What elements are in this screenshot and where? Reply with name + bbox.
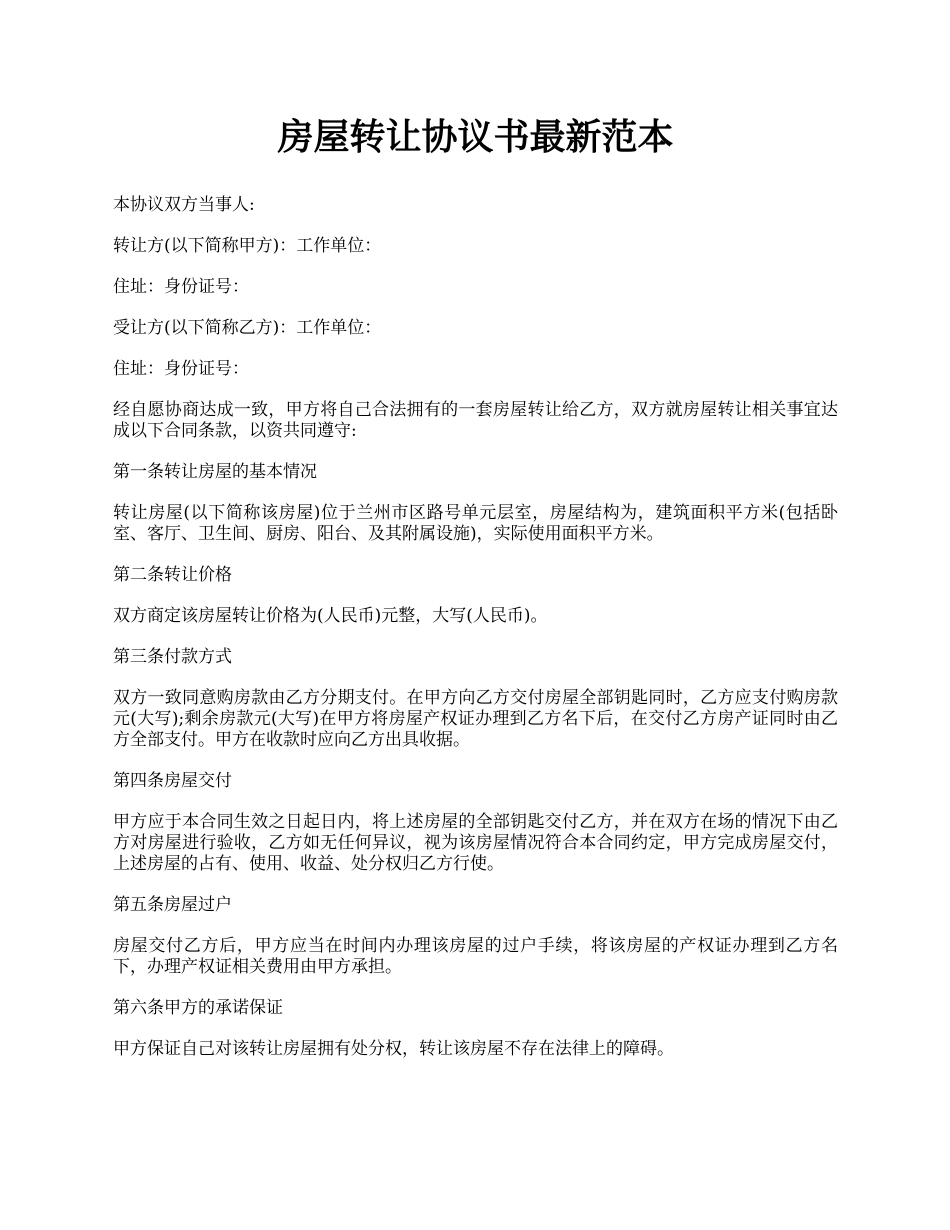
paragraph-transferee: 受让方(以下简称乙方)：工作单位： (113, 318, 382, 338)
paragraph-article-5: 房屋交付乙方后，甲方应当在时间内办理该房屋的过户手续，将该房屋的产权证办理到乙方名下，办理产权证相关费用由甲方承担。 (113, 936, 838, 977)
heading-article-5: 第五条房屋过户 (113, 895, 232, 915)
paragraph-transferor-address: 住址：身份证号： (113, 277, 249, 297)
paragraph-article-4: 甲方应于本合同生效之日起日内，将上述房屋的全部钥匙交付乙方，并在双方在场的情况下由乙方对房屋进行验收，乙方如无任何异议，视为该房屋情况符合本合同约定，甲方完成房屋交付，上述房屋的占有、使用、收益、处分权归乙方行使。 (113, 812, 838, 874)
paragraph-article-1: 转让房屋(以下简称该房屋)位于兰州市区路号单元层室，房屋结构为，建筑面积平方米(包括卧室、客厅、卫生间、厨房、阳台、及其附属设施)，实际使用面积平方米。 (113, 503, 838, 544)
document-title: 房屋转让协议书最新范本 (277, 116, 674, 158)
paragraph-transferee-address: 住址：身份证号： (113, 359, 249, 379)
heading-article-2: 第二条转让价格 (113, 565, 232, 585)
heading-article-3: 第三条付款方式 (113, 647, 232, 667)
paragraph-preamble: 经自愿协商达成一致，甲方将自己合法拥有的一套房屋转让给乙方，双方就房屋转让相关事宜达成以下合同条款，以资共同遵守: (113, 400, 838, 441)
paragraph-article-2: 双方商定该房屋转让价格为(人民币)元整，大写(人民币)。 (113, 606, 548, 626)
paragraph-article-3: 双方一致同意购房款由乙方分期支付。在甲方向乙方交付房屋全部钥匙同时，乙方应支付购房款元(大写);剩余房款元(大写)在甲方将房屋产权证办理到乙方名下后，在交付乙方房产证同时由乙方全部支付。甲方在收款时应向乙方出具收据。 (113, 688, 838, 750)
heading-article-4: 第四条房屋交付 (113, 771, 232, 791)
paragraph-parties-intro: 本协议双方当事人: (113, 195, 255, 215)
paragraph-transferor: 转让方(以下简称甲方)：工作单位： (113, 236, 382, 256)
heading-article-6: 第六条甲方的承诺保证 (113, 998, 283, 1018)
heading-article-1: 第一条转让房屋的基本情况 (113, 462, 317, 482)
paragraph-article-6: 甲方保证自己对该转让房屋拥有处分权，转让该房屋不存在法律上的障碍。 (113, 1039, 674, 1059)
